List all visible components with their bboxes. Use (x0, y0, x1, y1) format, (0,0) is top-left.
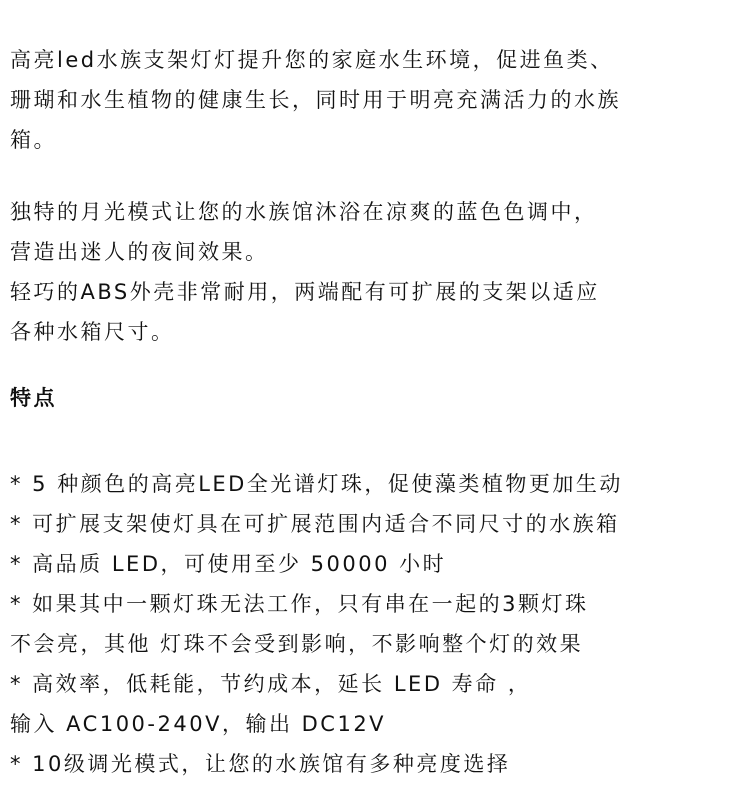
intro-paragraph-2 (10, 192, 745, 352)
feature-line: * 高效率，低耗能，节约成本，延长 LED 寿命 ， (10, 672, 532, 696)
text-line: 高亮led水族支架灯灯提升您的家庭水生环境，促进鱼类、 (10, 48, 614, 72)
features-heading: 特点 (10, 386, 57, 410)
feature-line: * 如果其中一颗灯珠无法工作，只有串在一起的3颗灯珠 (10, 592, 589, 616)
document-body (10, 40, 745, 784)
text-line: 独特的月光模式让您的水族馆沐浴在凉爽的蓝色色调中， (10, 200, 598, 224)
text-line: 箱。 (10, 128, 57, 152)
paragraph-spacer (10, 352, 745, 378)
text-line: 各种水箱尺寸。 (10, 320, 175, 344)
intro-paragraph-1 (10, 40, 745, 160)
text-line: 营造出迷人的夜间效果。 (10, 240, 269, 264)
paragraph-spacer (10, 160, 745, 192)
feature-line: 输入 AC100-240V，输出 DC12V (10, 712, 387, 736)
text-line: 轻巧的ABS外壳非常耐用，两端配有可扩展的支架以适应 (10, 280, 600, 304)
text-line: 珊瑚和水生植物的健康生长，同时用于明亮充满活力的水族 (10, 88, 621, 112)
feature-line: * 10级调光模式，让您的水族馆有多种亮度选择 (10, 752, 511, 776)
feature-line: 不会亮，其他 灯珠不会受到影响，不影响整个灯的效果 (10, 632, 584, 656)
feature-line: * 高品质 LED，可使用至少 50000 小时 (10, 552, 447, 576)
paragraph-spacer (10, 418, 745, 464)
feature-line: * 可扩展支架使灯具在可扩展范围内适合不同尺寸的水族箱 (10, 512, 620, 536)
features-list (10, 464, 745, 784)
feature-line: * 5 种颜色的高亮LED全光谱灯珠，促使藻类植物更加生动 (10, 472, 623, 496)
